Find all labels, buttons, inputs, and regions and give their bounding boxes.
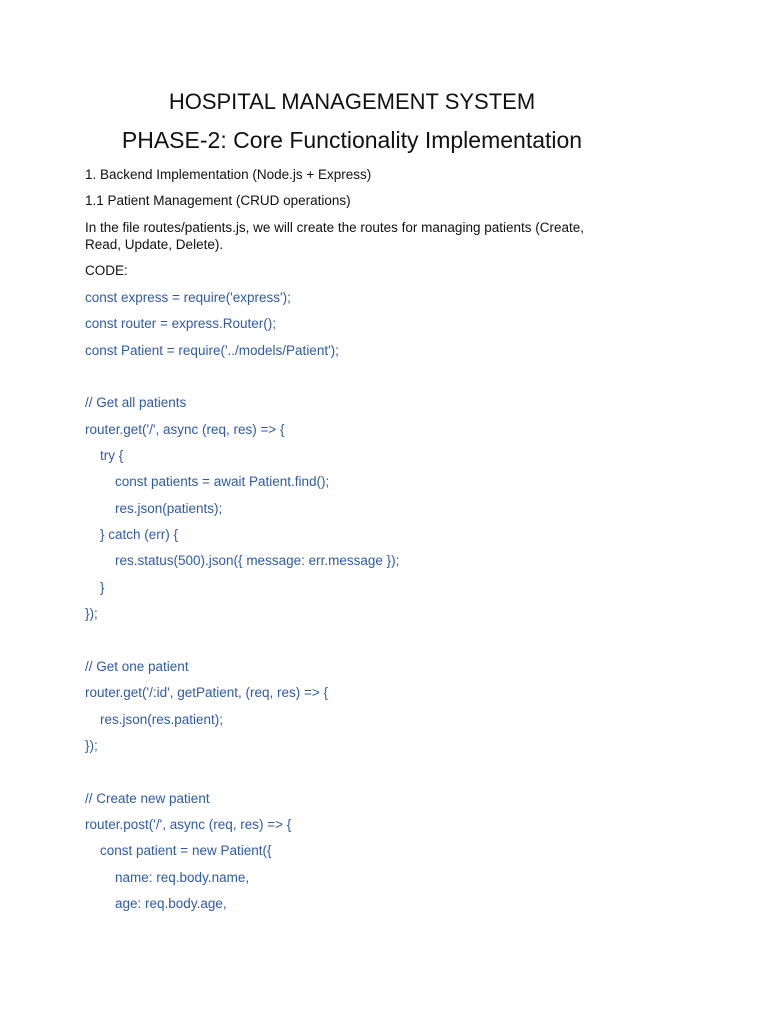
code-line: // Get one patient bbox=[85, 658, 189, 674]
code-line bbox=[85, 368, 399, 394]
document-title: HOSPITAL MANAGEMENT SYSTEM bbox=[168, 89, 536, 114]
code-line: res.json(patients); bbox=[85, 500, 223, 516]
code-line: res.status(500).json({ message: err.message }); bbox=[85, 553, 400, 569]
code-line: } bbox=[85, 579, 105, 595]
section-heading: 1. Backend Implementation (Node.js + Express) bbox=[85, 167, 372, 182]
code-line: const patient = new Patient({ bbox=[85, 843, 272, 859]
code-line bbox=[85, 631, 399, 657]
code-line: name: req.body.name, bbox=[85, 869, 250, 885]
code-label: CODE: bbox=[85, 263, 128, 278]
code-line: router.get('/', async (req, res) => { bbox=[85, 421, 285, 437]
code-block bbox=[85, 289, 399, 921]
code-line: }); bbox=[85, 737, 98, 753]
code-line: const patients = await Patient.find(); bbox=[85, 474, 330, 490]
code-line: age: req.body.age, bbox=[85, 895, 227, 911]
code-line: }); bbox=[85, 606, 98, 622]
code-line: router.post('/', async (req, res) => { bbox=[85, 816, 292, 832]
code-line: res.json(res.patient); bbox=[85, 711, 224, 727]
code-line: // Get all patients bbox=[85, 395, 187, 411]
document-subtitle: PHASE-2: Core Functionality Implementation bbox=[121, 127, 583, 153]
code-line: const router = express.Router(); bbox=[85, 316, 276, 332]
code-line: // Create new patient bbox=[85, 790, 210, 806]
code-line: router.get('/:id', getPatient, (req, res) => { bbox=[85, 685, 329, 701]
intro-paragraph: In the file routes/patients.js, we will create the routes for managing patients (Create, Read, Update, Delete). bbox=[85, 220, 585, 252]
code-line bbox=[85, 763, 399, 789]
code-line: try { bbox=[85, 448, 124, 464]
code-line: const Patient = require('../models/Patient'); bbox=[85, 342, 339, 358]
subsection-heading: 1.1 Patient Management (CRUD operations) bbox=[85, 193, 351, 208]
code-line: } catch (err) { bbox=[85, 527, 179, 543]
code-line: const express = require('express'); bbox=[85, 290, 291, 305]
